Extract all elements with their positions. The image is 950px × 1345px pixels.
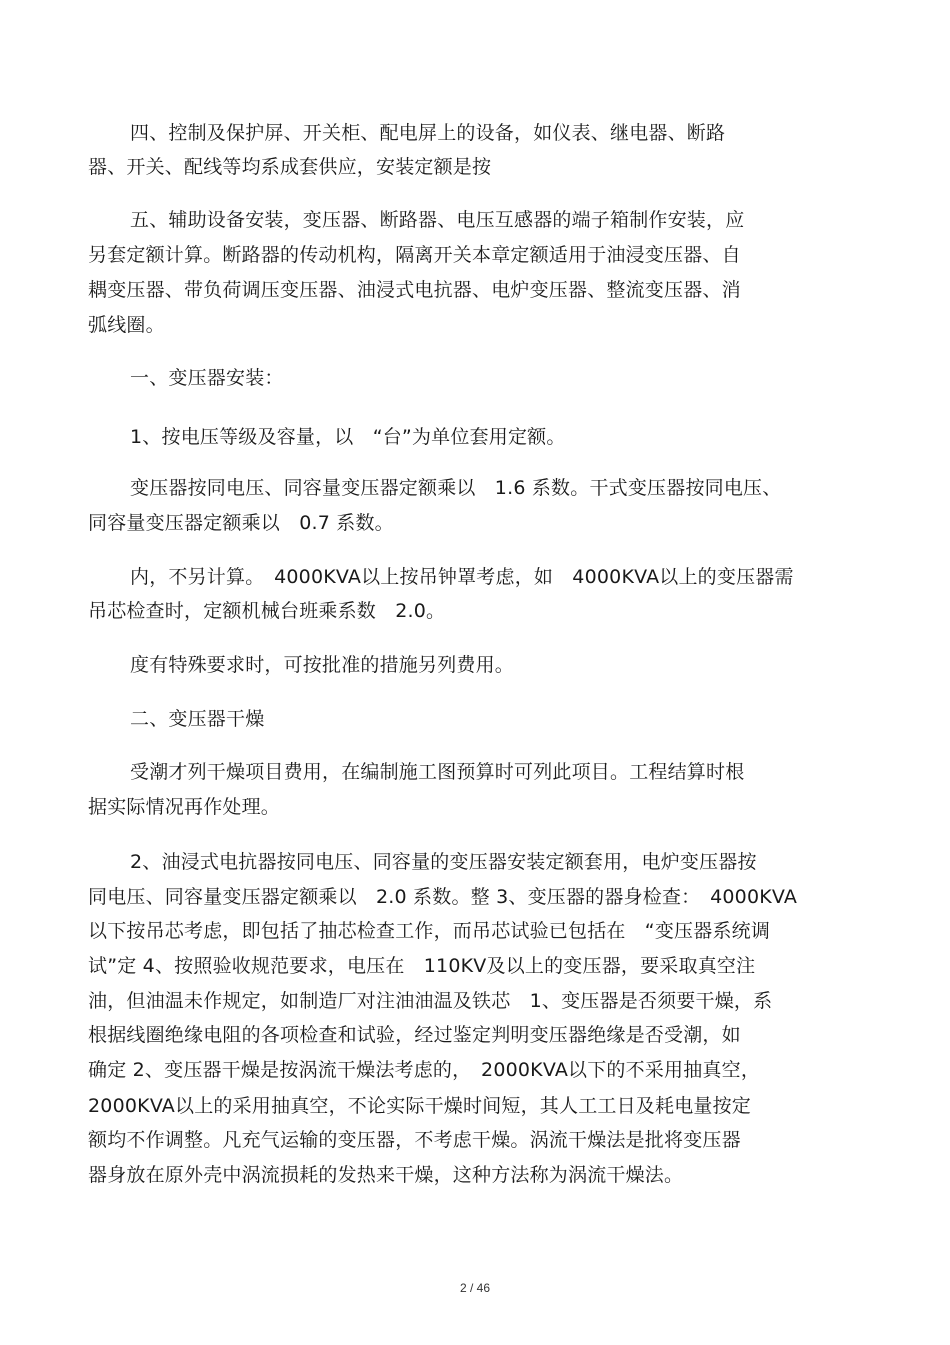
text-line: 吊芯检查时，定额机械台班乘系数 2.0。 xyxy=(88,600,446,622)
text-line: 四、控制及保护屏、开关柜、配电屏上的设备，如仪表、继电器、断路 xyxy=(130,122,726,144)
text-line: 根据线圈绝缘电阻的各项检查和试验，经过鉴定判明变压器绝缘是否受潮，如 xyxy=(88,1024,741,1046)
text-line: 确定 2、变压器干燥是按涡流干燥法考虑的， 2000KVA以下的不采用抽真空， xyxy=(88,1059,761,1081)
text-line: 度有特殊要求时，可按批准的措施另列费用。 xyxy=(130,654,515,676)
text-line: 以下按吊芯考虑，即包括了抽芯检查工作，而吊芯试验已包括在 “变压器系统调 xyxy=(88,920,771,942)
text-line: 油，但油温未作规定，如制造厂对注油油温及铁芯 1、变压器是否须要干燥，系 xyxy=(88,990,773,1012)
text-line: 额均不作调整。凡充气运输的变压器，不考虑干燥。涡流干燥法是批将变压器 xyxy=(88,1129,741,1151)
text-line: 试”定 4、按照验收规范要求，电压在 110KV及以上的变压器，要采取真空注 xyxy=(88,955,756,977)
text-line: 器身放在原外壳中涡流损耗的发热来干燥，这种方法称为涡流干燥法。 xyxy=(88,1164,684,1186)
text-line: 2000KVA以上的采用抽真空，不论实际干燥时间短，其人工工日及耗电量按定 xyxy=(88,1095,751,1117)
text-line: 内，不另计算。 4000KVA以上按吊钟罩考虑，如 4000KVA以上的变压器需 xyxy=(130,566,794,588)
text-line: 同容量变压器定额乘以 0.7 系数。 xyxy=(88,512,394,534)
text-line: 另套定额计算。断路器的传动机构，隔离开关本章定额适用于油浸变压器、自 xyxy=(88,244,741,266)
page-number: 2 / 46 xyxy=(459,1281,491,1295)
text-line: 变压器按同电压、同容量变压器定额乘以 1.6 系数。干式变压器按同电压、 xyxy=(130,477,782,499)
text-line: 同电压、同容量变压器定额乘以 2.0 系数。整 3、变压器的器身检查： 4000KVA xyxy=(88,886,798,908)
text-line: 据实际情况再作处理。 xyxy=(88,796,281,818)
text-line: 受潮才列干燥项目费用，在编制施工图预算时可列此项目。工程结算时根 xyxy=(130,761,745,783)
text-line: 器、开关、配线等均系成套供应，安装定额是按 xyxy=(88,156,492,178)
section-heading: 一、变压器安装： xyxy=(130,367,284,389)
text-line: 五、辅助设备安装，变压器、断路器、电压互感器的端子箱制作安装，应 xyxy=(130,209,745,231)
text-line: 1、按电压等级及容量，以 “台”为单位套用定额。 xyxy=(130,426,566,448)
text-line: 耦变压器、带负荷调压变压器、油浸式电抗器、电炉变压器、整流变压器、消 xyxy=(88,279,741,301)
section-heading: 二、变压器干燥 xyxy=(130,708,265,730)
text-line: 2、油浸式电抗器按同电压、同容量的变压器安装定额套用，电炉变压器按 xyxy=(130,851,757,873)
text-line: 弧线圈。 xyxy=(88,314,165,336)
